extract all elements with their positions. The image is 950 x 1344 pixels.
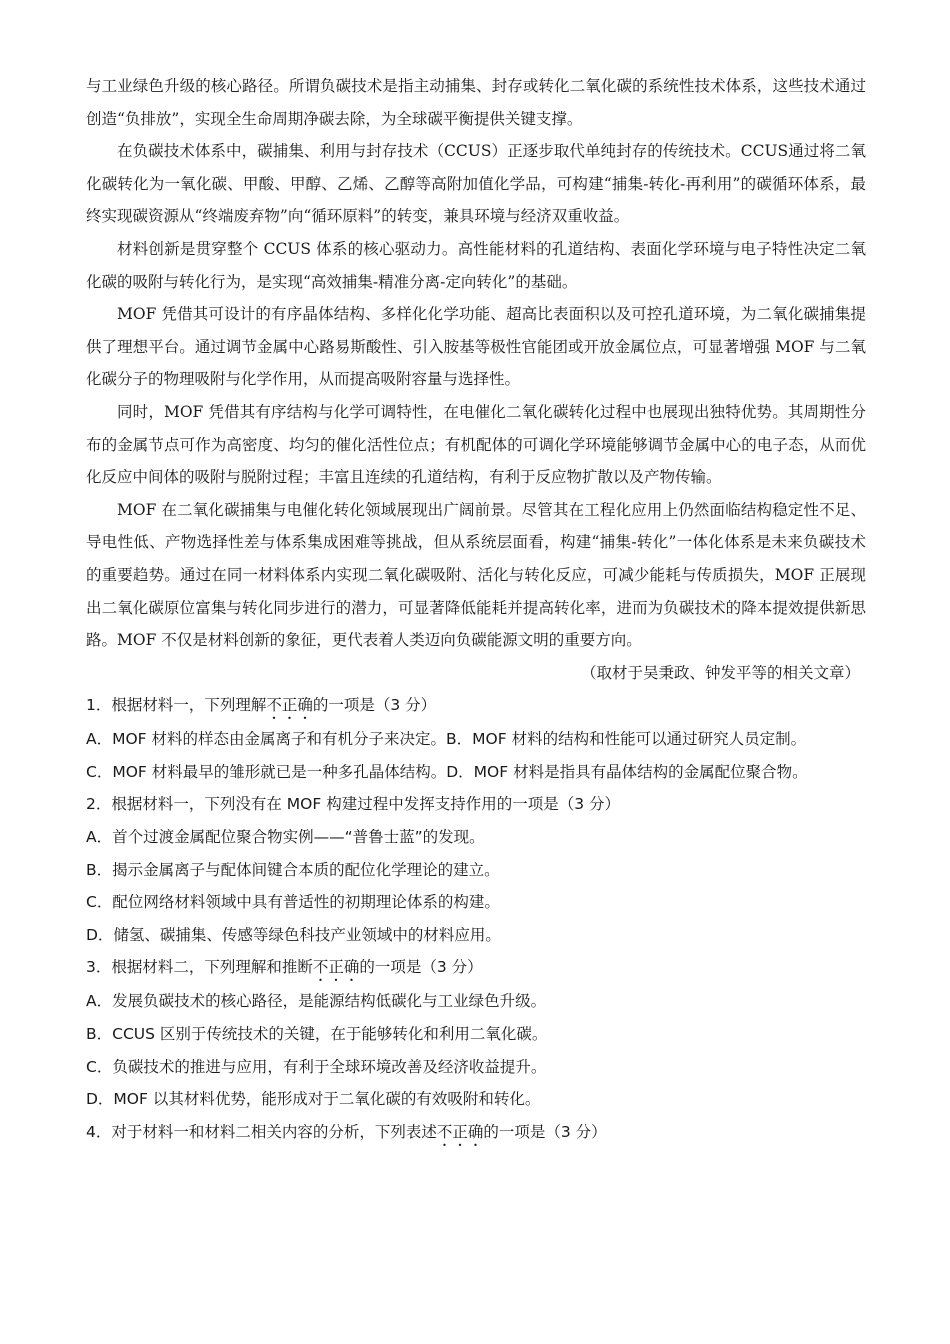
question-stem: 2．根据材料一，下列没有在 MOF 构建过程中发挥支持作用的一项是（3 分） <box>86 795 620 814</box>
passage-source: （取材于吴秉政、钟发平等的相关文章） <box>580 663 860 682</box>
question-3 <box>86 951 866 1115</box>
stem-text: 的一项是（3 分） <box>359 958 483 977</box>
options-row <box>86 723 866 756</box>
option-b[interactable]: B．揭示金属离子与配体间键合本质的配位化学理论的建立。 <box>86 860 500 879</box>
option-d[interactable]: D．MOF 材料是指具有晶体结构的金属配位聚合物。 <box>446 762 808 781</box>
stem-text: 的一项是（3 分） <box>312 696 437 715</box>
option-d[interactable]: D．MOF 以其材料优势，能形成对于二氧化碳的有效吸附和转化。 <box>86 1090 541 1109</box>
stem-text: 4．对于材料一和材料二相关内容的分析，下列表述 <box>86 1122 437 1141</box>
question-1 <box>86 689 866 788</box>
option-b[interactable]: B．MOF 材料的结构和性能可以通过研究人员定制。 <box>446 730 807 749</box>
question-stem <box>86 951 866 985</box>
passage-paragraph-5: 同时，MOF 凭借其有序结构与化学可调特性，在电催化二氧化碳转化过程中也展现出独特优势。其周期性分布的金属节点可作为高密度、均匀的催化活性位点；有机配体的可调化学环境能够调节金属中心的电子态，从而优化反应中间体的吸附与脱附过程；丰富且连续的孔道结构，有利于反应物扩散以及产物传输。 <box>86 402 866 487</box>
option-b[interactable]: B．CCUS 区别于传统技术的关键，在于能够转化和利用二氧化碳。 <box>86 1025 548 1044</box>
question-stem <box>86 689 866 723</box>
emphasis-text: 不正确 <box>436 1122 484 1141</box>
option-c[interactable]: C．MOF 材料最早的雏形就已是一种多孔晶体结构。 <box>86 762 447 781</box>
options-row <box>86 756 866 789</box>
passage-paragraph-2: 在负碳技术体系中，碳捕集、利用与封存技术（CCUS）正逐步取代单纯封存的传统技术。CCUS通过将二氧化碳转化为一氧化碳、甲酸、甲醇、乙烯、乙醇等高附加值化学品，可构建“捕集-转化-再利用”的碳循环体系，最终实现碳资源从“终端废弃物”向“循环原料”的转变，兼具环境与经济双重收益。 <box>86 142 866 226</box>
stem-text: 的一项是（3 分） <box>483 1122 607 1141</box>
option-a[interactable]: A．首个过渡金属配位聚合物实例——“普鲁士蓝”的发现。 <box>86 828 485 847</box>
questions-section <box>86 689 866 1150</box>
passage-paragraph-1: 与工业绿色升级的核心路径。所谓负碳技术是指主动捕集、封存或转化二氧化碳的系统性技术体系，这些技术通过创造“负排放”，实现全生命周期净碳去除，为全球碳平衡提供关键支撑。 <box>86 77 866 128</box>
passage-paragraph-6: MOF 在二氧化碳捕集与电催化转化领域展现出广阔前景。尽管其在工程化应用上仍然面临结构稳定性不足、导电性低、产物选择性差与体系集成困难等挑战，但从系统层面看，构建“捕集-转化”一体化体系是未来负碳技术的重要趋势。通过在同一材料体系内实现二氧化碳吸附、活化与转化反应，可减少能耗与传质损失，MOF 正展现出二氧化碳原位富集与转化同步进行的潜力，可显著降低能耗并提高转化率，进而为负碳技术的降本提效提供新思路。MOF 不仅是材料创新的象征，更代表着人类迈向负碳能源文明的重要方向。 <box>86 500 866 650</box>
option-a[interactable]: A．MOF 材料的样态由金属离子和有机分子来决定。 <box>86 730 447 749</box>
emphasis-text: 不正确 <box>266 696 313 715</box>
option-a[interactable]: A．发展负碳技术的核心路径，是能源结构低碳化与工业绿色升级。 <box>86 992 547 1011</box>
exam-page <box>86 70 866 1150</box>
question-2 <box>86 788 866 951</box>
stem-text: 3．根据材料二，下列理解和推断 <box>86 958 313 977</box>
passage-paragraph-4: MOF 凭借其可设计的有序晶体结构、多样化化学功能、超高比表面积以及可控孔道环境，为二氧化碳捕集提供了理想平台。通过调节金属中心路易斯酸性、引入胺基等极性官能团或开放金属位点，可显著增强 MOF 与二氧化碳分子的物理吸附与化学作用，从而提高吸附容量与选择性。 <box>86 305 866 389</box>
question-stem <box>86 1116 866 1150</box>
emphasis-text: 不正确 <box>312 958 360 977</box>
passage-paragraph-3: 材料创新是贯穿整个 CCUS 体系的核心驱动力。高性能材料的孔道结构、表面化学环境与电子特性决定二氧化碳的吸附与转化行为，是实现“高效捕集-精准分离-定向转化”的基础。 <box>86 239 866 291</box>
reading-passage <box>86 70 866 689</box>
question-4 <box>86 1116 866 1150</box>
option-d[interactable]: D．储氢、碳捕集、传感等绿色科技产业领域中的材料应用。 <box>86 925 501 944</box>
stem-text: 1．根据材料一，下列理解 <box>86 696 267 715</box>
option-c[interactable]: C．配位网络材料领域中具有普适性的初期理论体系的构建。 <box>86 893 500 912</box>
option-c[interactable]: C．负碳技术的推进与应用，有利于全球环境改善及经济收益提升。 <box>86 1057 547 1076</box>
